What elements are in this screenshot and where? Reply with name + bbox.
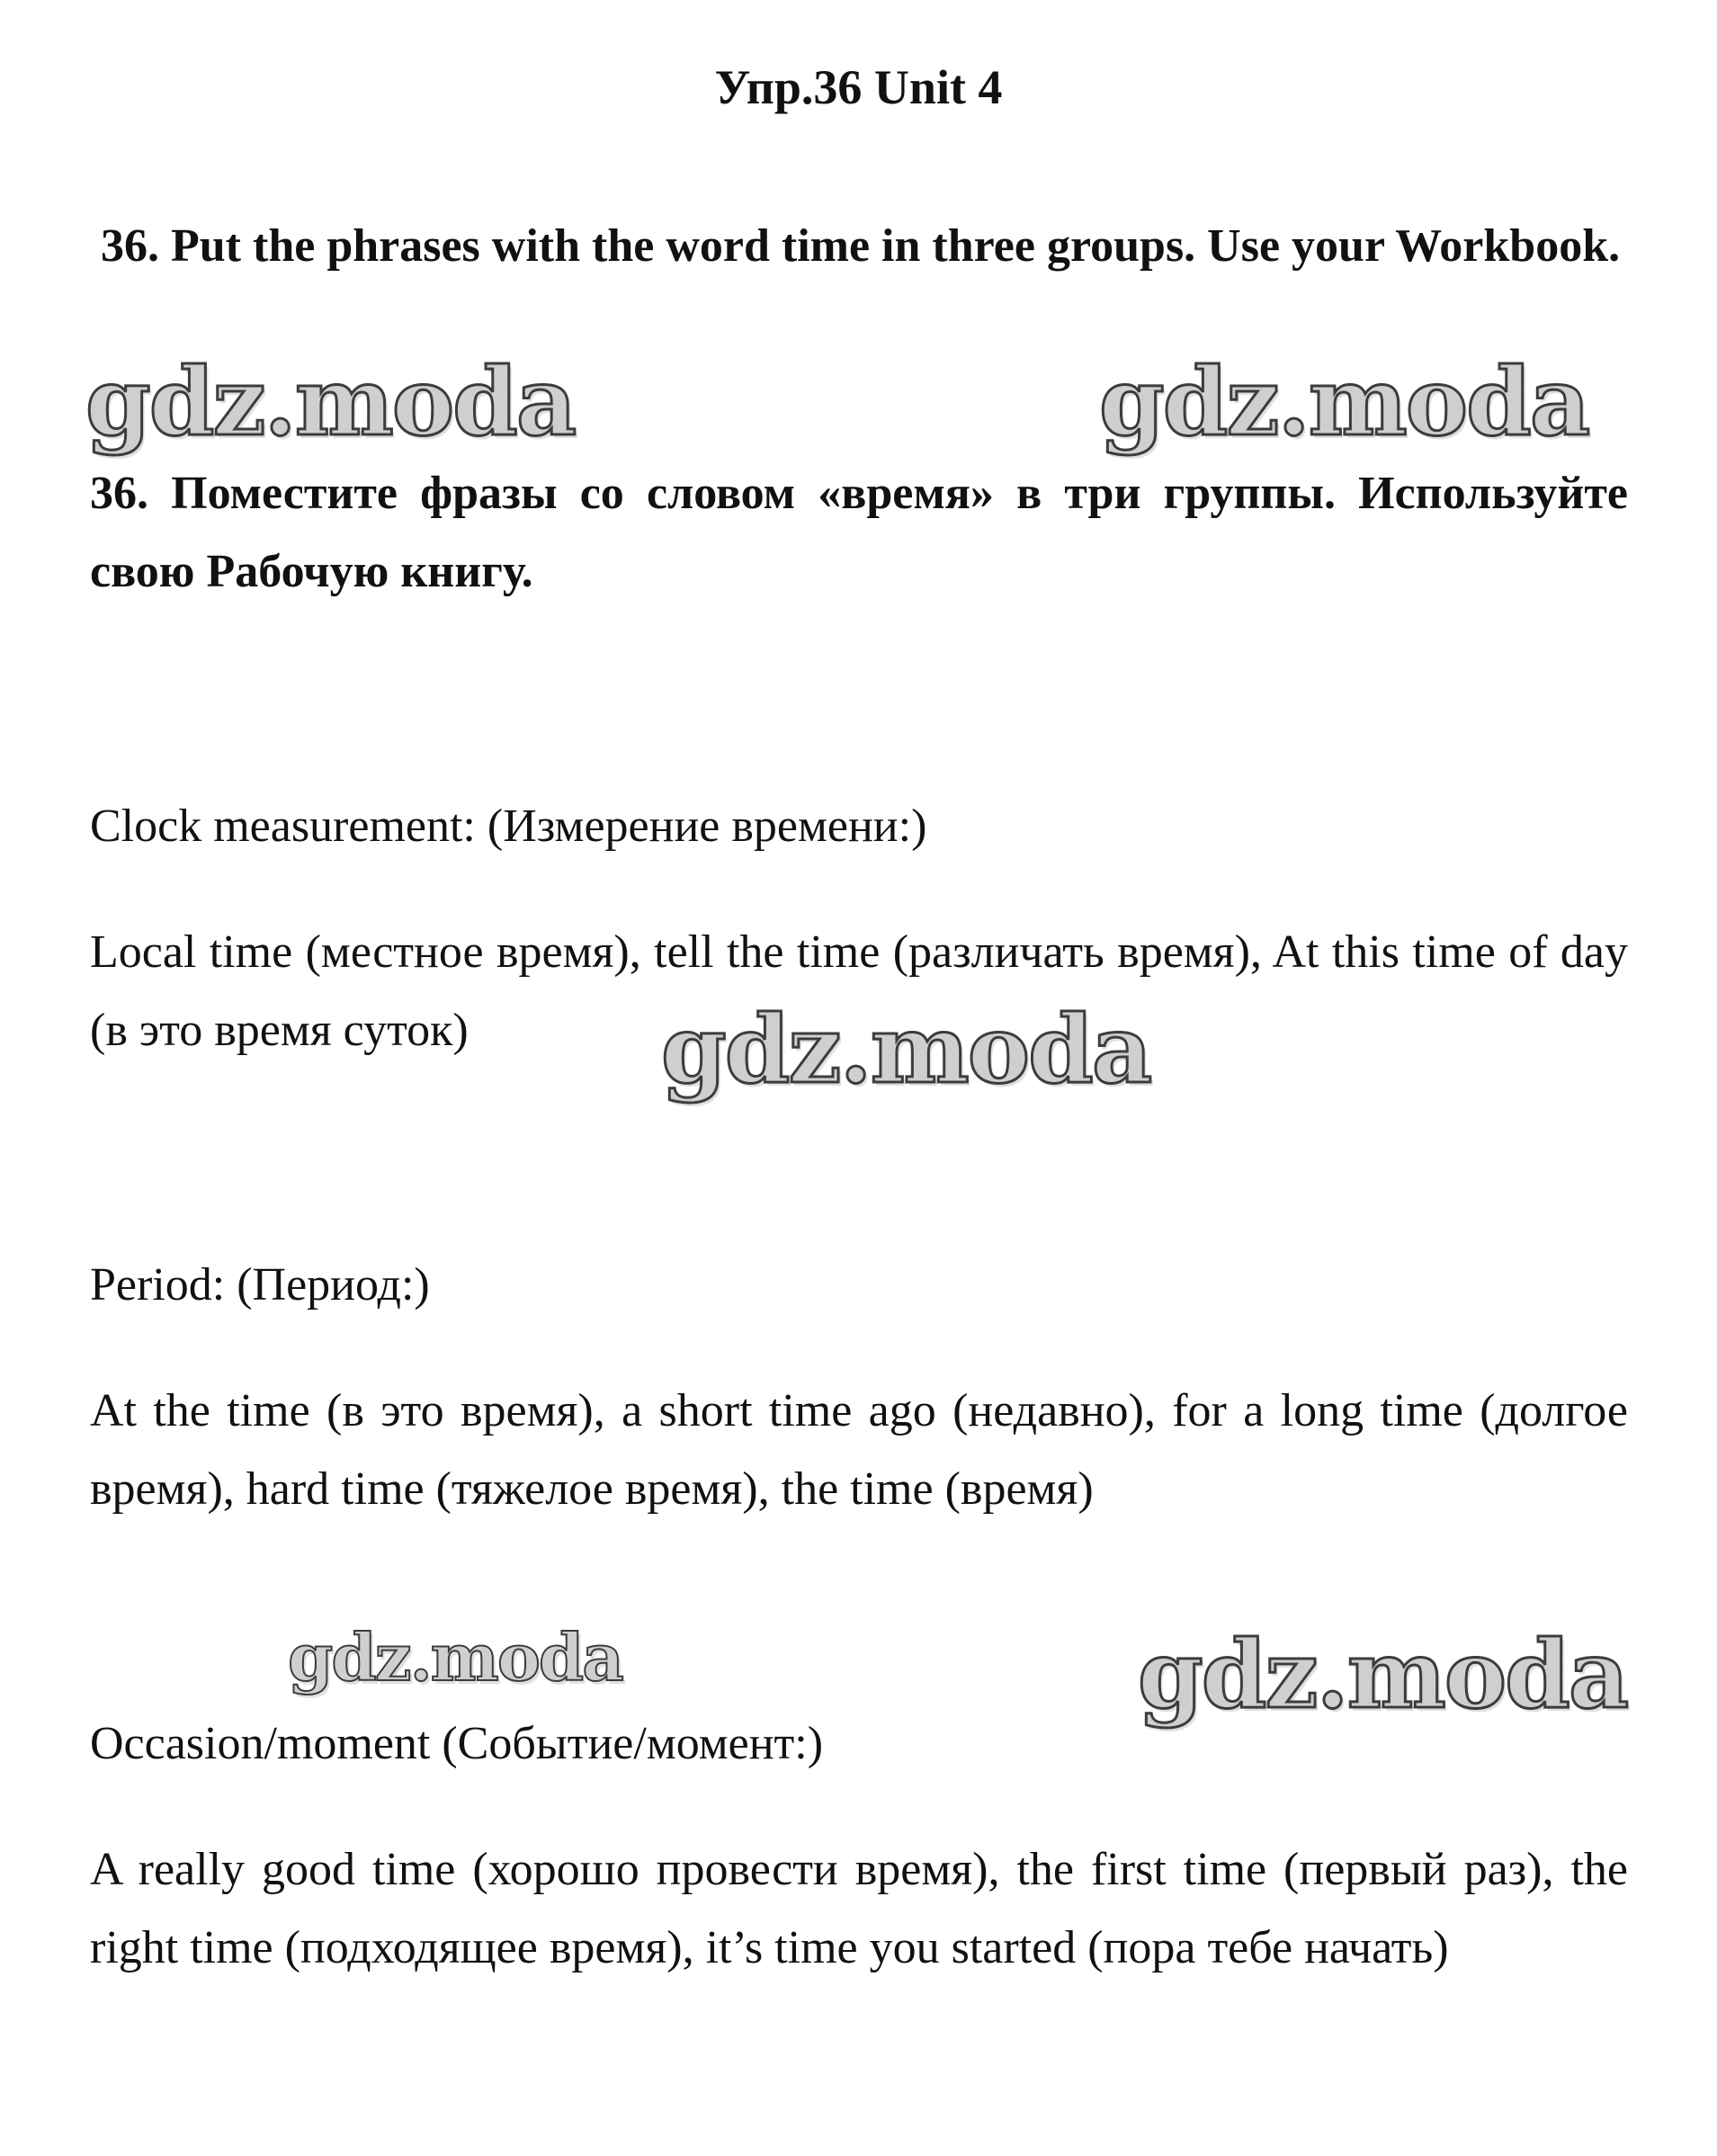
watermark: gdz.moda: [1099, 346, 1589, 457]
watermark: gdz.moda: [661, 994, 1151, 1105]
task-text-russian: 36. Поместите фразы со словом «время» в три группы. Используйте свою Рабочую книгу.: [90, 468, 1628, 597]
group-heading-clock-measurement: Clock measurement: (Измерение времени:): [90, 801, 927, 852]
watermark: gdz.moda: [288, 1619, 622, 1695]
group-phrases-occasion-moment: A really good time (хорошо провести время), the first time (первый раз), the right time (подходящее время), it’s time you started (пора тебе начать): [90, 1844, 1628, 1973]
task-text-english: 36. Put the phrases with the word time in three groups. Use your Workbook.: [101, 220, 1621, 272]
group-phrases-period: At the time (в это время), a short time ago (недавно), for a long time (долгое время), hard time (тяжелое время), the time (время): [90, 1385, 1628, 1515]
group-phrases-clock-measurement: Local time (местное время), tell the time (различать время), At this time of day (в это время суток): [90, 926, 1628, 1056]
page-title: Упр.36 Unit 4: [714, 60, 1003, 114]
watermark: gdz.moda: [85, 346, 576, 457]
group-heading-occasion-moment: Occasion/moment (Событие/момент:): [90, 1718, 824, 1769]
group-heading-period: Period: (Период:): [90, 1259, 430, 1311]
watermark: gdz.moda: [1138, 1619, 1628, 1730]
